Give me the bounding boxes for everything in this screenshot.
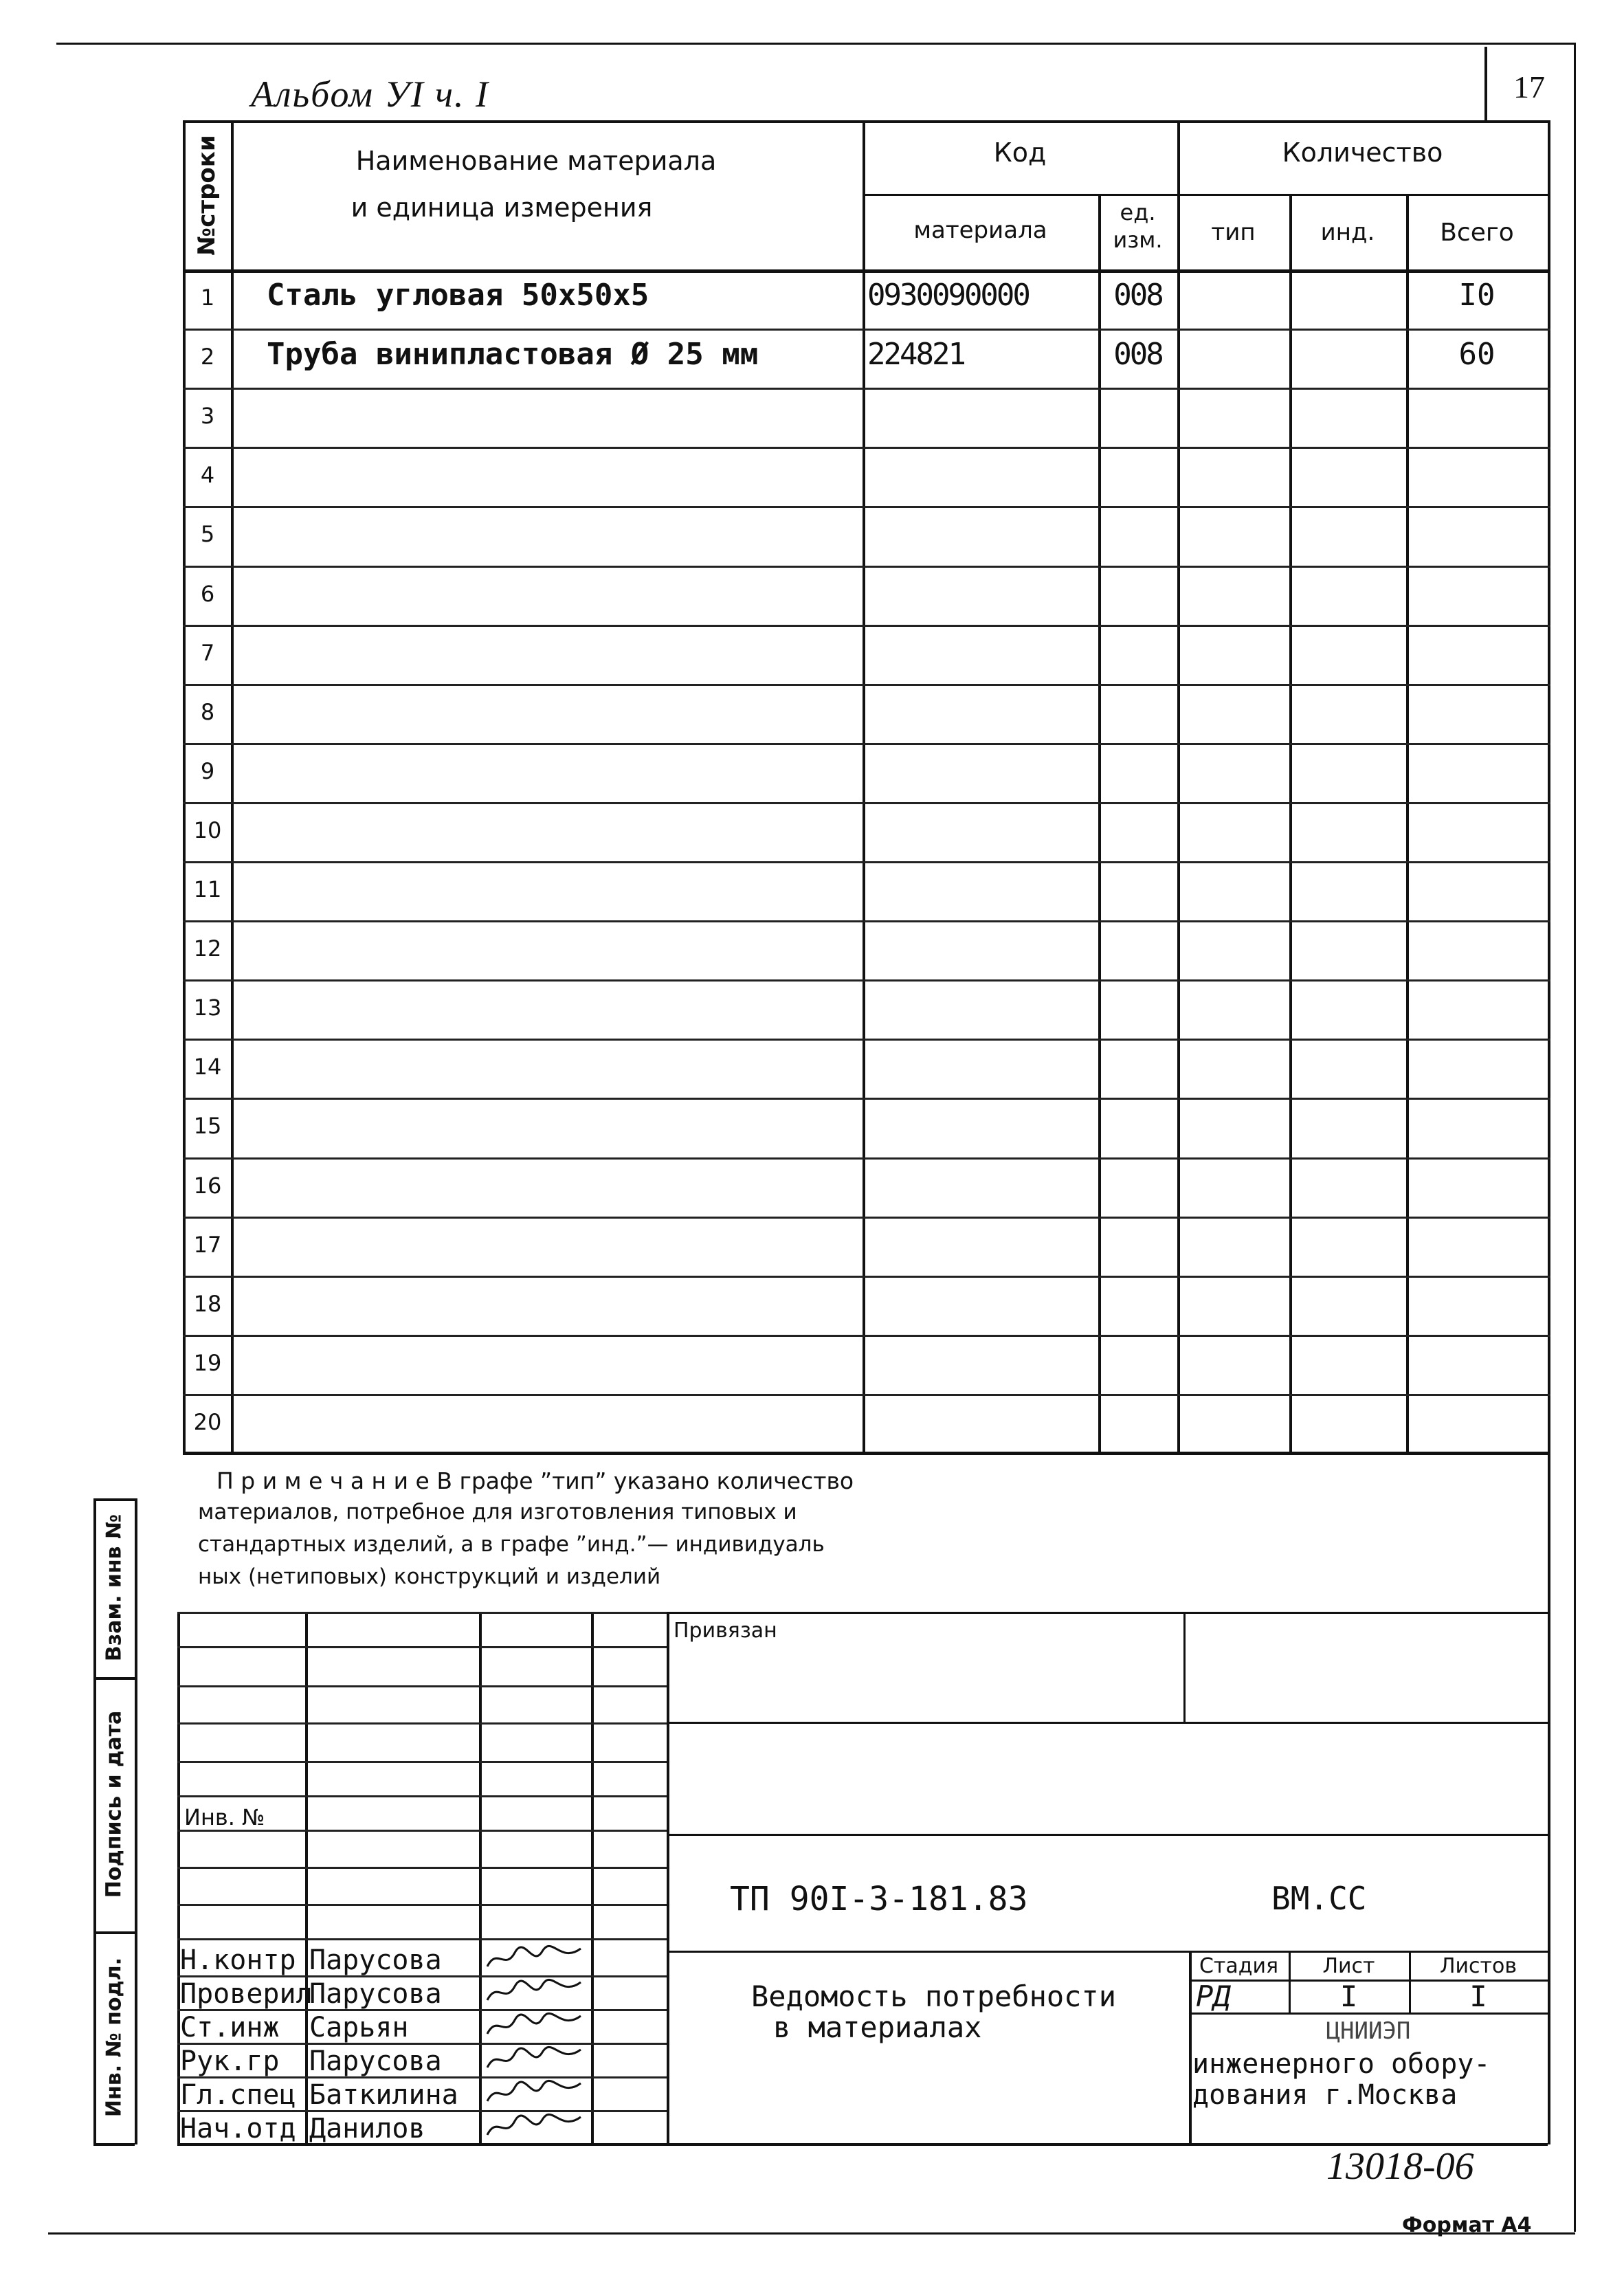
header-name-line2: и единица измерения <box>351 192 653 223</box>
org-line3: дования г.Москва <box>1192 2079 1458 2111</box>
note-line: П р и м е ч а н и е В графе ”тип” указано количество <box>216 1467 854 1494</box>
privyazan-label: Привязан <box>674 1619 777 1643</box>
handwritten-signature <box>485 2111 588 2143</box>
row-material-code: 0930090000 <box>867 278 1029 313</box>
header-row-no: №строки <box>193 135 221 256</box>
row-number: 17 <box>193 1232 222 1258</box>
row-divider <box>183 625 1550 627</box>
row-total: 60 <box>1458 337 1495 372</box>
row-number: 1 <box>200 285 215 311</box>
handwritten-signature <box>485 2010 588 2042</box>
row-divider <box>183 1157 1550 1160</box>
sheet-value: I <box>1339 1980 1358 2013</box>
bottom-border <box>48 2232 1575 2235</box>
header-code-material: материала <box>913 217 1047 244</box>
tb-code-bottom <box>667 1951 1548 1953</box>
table-right-border <box>1548 120 1550 2144</box>
signature-role: Нач.отд <box>180 2113 296 2144</box>
title-block-grid-line <box>177 1795 667 1797</box>
header-qty-ind: инд. <box>1320 219 1375 246</box>
row-number: 13 <box>193 995 222 1021</box>
row-material-code: 224821 <box>867 337 964 372</box>
row-divider <box>183 506 1550 508</box>
handwritten-signature <box>485 1943 588 1975</box>
row-unit: 008 <box>1113 278 1162 313</box>
row-number: 11 <box>193 876 222 902</box>
col-unit-divider <box>1177 120 1180 1454</box>
row-number: 3 <box>200 403 215 429</box>
row-total: I0 <box>1458 278 1495 313</box>
stage-label: Стадия <box>1199 1954 1279 1978</box>
org-line1: ЦНИИЭП <box>1326 2017 1411 2045</box>
row-divider <box>183 684 1550 686</box>
tb-col1 <box>305 1612 308 2144</box>
album-note: Альбом УI ч. I <box>251 74 490 115</box>
format-label: Формат А4 <box>1402 2213 1532 2237</box>
title-block-grid-line <box>177 1904 667 1906</box>
right-border <box>1574 43 1576 2232</box>
header-code-unit-1: ед. <box>1120 199 1156 225</box>
header-quantity: Количество <box>1282 137 1443 168</box>
sheet-number: 17 <box>1513 69 1545 104</box>
col-rownum-divider <box>231 120 234 1454</box>
side-strip-div1 <box>93 1677 135 1680</box>
row-number: 10 <box>193 817 222 843</box>
doc-title-line1: Ведомость потребности <box>751 1980 1117 2013</box>
side-strip-right <box>135 1498 137 2144</box>
doc-code: ТП 90I-3-181.83 <box>730 1880 1028 1918</box>
row-divider <box>183 1276 1550 1278</box>
row-divider <box>183 861 1550 863</box>
row-divider <box>183 329 1550 331</box>
stage-value: РД <box>1196 1980 1231 2013</box>
signature-role: Ст.инж <box>180 2012 280 2043</box>
row-divider <box>183 920 1550 922</box>
signature-role: Н.контр <box>180 1944 296 1976</box>
header-name-line1: Наименование материала <box>355 146 717 176</box>
row-divider <box>183 1394 1550 1396</box>
row-divider <box>183 447 1550 449</box>
tb-privyazan-divider <box>1183 1612 1186 1722</box>
title-block-grid-line <box>177 1761 667 1763</box>
col-ind-divider <box>1406 194 1409 1454</box>
signature-name: Парусова <box>309 1944 442 1976</box>
row-divider <box>183 1217 1550 1219</box>
table-top-border <box>183 120 1550 123</box>
row-number: 20 <box>193 1409 222 1435</box>
row-divider <box>183 566 1550 568</box>
table-body-bottom <box>183 1452 1550 1455</box>
row-number: 2 <box>200 344 215 370</box>
title-block-grid-line <box>177 1867 667 1869</box>
side-strip-bottom <box>93 2143 135 2146</box>
side-label-vzam: Взам. инв № <box>102 1514 126 1662</box>
title-block-grid-line <box>177 1938 667 1940</box>
col-code-divider <box>1098 194 1101 1454</box>
side-label-podpis: Подпись и дата <box>102 1710 126 1898</box>
signature-name: Сарьян <box>309 2012 409 2043</box>
table-header-bottom <box>183 269 1550 273</box>
row-divider <box>183 802 1550 804</box>
row-material-name: Сталь угловая 50х50х5 <box>267 278 649 313</box>
doc-mark: ВМ.СС <box>1271 1880 1367 1917</box>
tb-code-top <box>667 1834 1548 1836</box>
row-number: 8 <box>200 699 215 725</box>
header-subdivider <box>863 194 1548 196</box>
signature-role: Рук.гр <box>180 2045 280 2077</box>
side-label-inv-podl: Инв. № подл. <box>102 1957 126 2118</box>
sheets-value: I <box>1469 1980 1487 2013</box>
tb-col3 <box>591 1612 594 2144</box>
row-material-name: Труба винипластовая Ø 25 мм <box>267 337 759 372</box>
note-line: стандартных изделий, а в графе ”инд.”— индивидуаль <box>198 1532 825 1557</box>
inv-no-label: Инв. № <box>184 1804 265 1830</box>
row-number: 7 <box>200 640 215 666</box>
sheets-label: Листов <box>1439 1954 1517 1978</box>
row-divider <box>183 1335 1550 1337</box>
side-strip-top <box>93 1498 135 1501</box>
row-number: 19 <box>193 1350 222 1376</box>
org-line2: инженерного обору- <box>1192 2048 1491 2080</box>
handwritten-signature <box>485 2044 588 2076</box>
row-divider <box>183 1039 1550 1041</box>
note-line: материалов, потребное для изготовления типовых и <box>198 1500 797 1524</box>
title-block-grid-line <box>177 1722 667 1725</box>
row-number: 4 <box>200 462 215 488</box>
header-qty-total: Всего <box>1440 219 1514 247</box>
row-divider <box>183 743 1550 745</box>
signature-name: Парусова <box>309 2045 442 2077</box>
title-block-grid-line <box>177 1612 667 1614</box>
side-strip-left <box>93 1498 96 2144</box>
row-unit: 008 <box>1113 337 1162 372</box>
row-number: 6 <box>200 581 215 607</box>
note-line: ных (нетиповых) конструкций и изделий <box>198 1564 661 1589</box>
row-divider <box>183 388 1550 390</box>
top-border <box>56 43 1575 45</box>
doc-title-line2: в материалах <box>773 2010 982 2044</box>
title-block-grid-line <box>177 1685 667 1687</box>
row-number: 12 <box>193 935 222 962</box>
archive-number: 13018-06 <box>1326 2145 1474 2188</box>
row-number: 9 <box>200 758 215 784</box>
tb-privyazan-bottom <box>667 1722 1548 1724</box>
row-divider <box>183 1098 1550 1100</box>
handwritten-signature <box>485 1977 588 2008</box>
signature-name: Баткилина <box>309 2079 458 2111</box>
header-code-unit-2: изм. <box>1113 227 1163 253</box>
sheet-label: Лист <box>1322 1954 1375 1978</box>
header-qty-type: тип <box>1211 219 1256 246</box>
row-number: 16 <box>193 1173 222 1199</box>
title-block-grid-line <box>177 1646 667 1648</box>
signature-role: Проверил <box>180 1978 313 2010</box>
row-number: 18 <box>193 1291 222 1317</box>
tb-col4 <box>667 1612 669 2144</box>
row-number: 14 <box>193 1054 222 1080</box>
row-number: 5 <box>200 521 215 547</box>
signature-role: Гл.спец <box>180 2079 296 2111</box>
col-name-divider <box>863 120 865 1454</box>
signature-name: Парусова <box>309 1978 442 2010</box>
tb-col2 <box>479 1612 482 2144</box>
signature-name: Данилов <box>309 2113 425 2144</box>
sheet-number-box-left <box>1484 47 1487 122</box>
row-number: 15 <box>193 1113 222 1139</box>
col-type-divider <box>1289 194 1292 1454</box>
header-code: Код <box>993 137 1047 168</box>
handwritten-signature <box>485 2078 588 2109</box>
row-divider <box>183 979 1550 982</box>
